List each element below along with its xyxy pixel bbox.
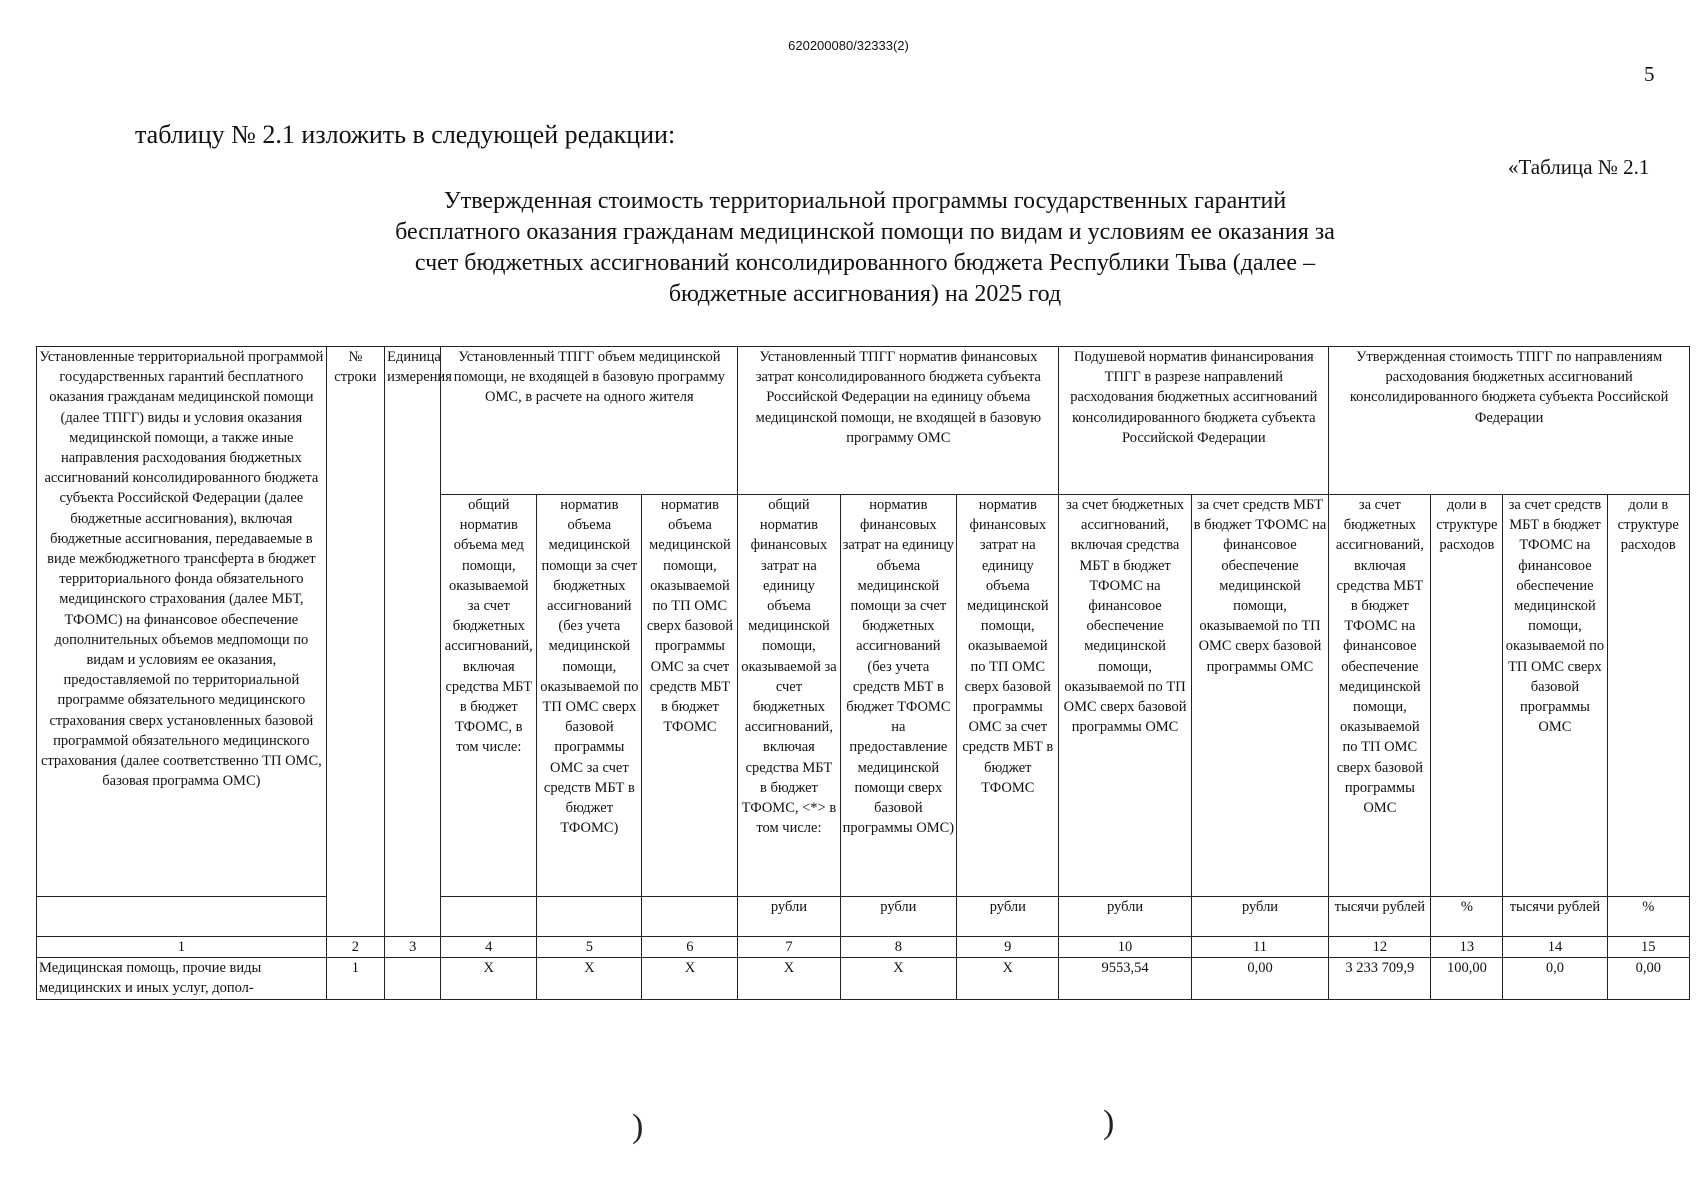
colnum-6: 6 — [642, 937, 738, 958]
row1-c5: Х — [537, 958, 642, 999]
unit-c4 — [441, 897, 537, 937]
header-c12: за счет бюджетных ассигнований, включая средства МБТ в бюджет ТФОМС на финансовое обеспечение медицинской помощи, оказываемой по ТП ОМС сверх базовой программы ОМС — [1329, 495, 1431, 897]
unit-c10: рубли — [1059, 897, 1191, 937]
colnum-9: 9 — [957, 937, 1059, 958]
units-row — [37, 897, 1690, 937]
unit-c5 — [537, 897, 642, 937]
header-c7: общий норматив финансовых затрат на единицу объема медицинской помощи, оказываемой за счет бюджетных ассигнований, включая средства МБТ в бюджет ТФОМС, <*> в том числе: — [738, 495, 840, 897]
row1-c12: 3 233 709,9 — [1329, 958, 1431, 999]
unit-c13: % — [1431, 897, 1503, 937]
row1-c13: 100,00 — [1431, 958, 1503, 999]
scan-mark-right: ) — [1103, 1104, 1115, 1141]
header-c8: норматив финансовых затрат на единицу объема медицинской помощи за счет бюджетных ассигнований (без учета средств МБТ в бюджет ТФОМС на предоставление медицинской помощи сверх базовой программы ОМС) — [840, 495, 957, 897]
row1-c14: 0,0 — [1503, 958, 1607, 999]
row1-c4: Х — [441, 958, 537, 999]
table-row — [37, 958, 1690, 999]
colnum-8: 8 — [840, 937, 957, 958]
document-id: 620200080/32333(2) — [788, 38, 909, 53]
header-c11: за счет средств МБТ в бюджет ТФОМС на финансовое обеспечение медицинской помощи, оказываемой по ТП ОМС сверх базовой программы ОМС — [1191, 495, 1329, 897]
unit-c14: тысячи рублей — [1503, 897, 1607, 937]
row1-c11: 0,00 — [1191, 958, 1329, 999]
colnum-13: 13 — [1431, 937, 1503, 958]
colnum-4: 4 — [441, 937, 537, 958]
intro-text: таблицу № 2.1 изложить в следующей редакции: — [135, 120, 676, 149]
row1-c15: 0,00 — [1607, 958, 1689, 999]
col1-header: Установленные территориальной программой государственных гарантий бесплатного оказания гражданам медицинской помощи (далее ТПГГ) виды и условия оказания медицинской помощи, а также иные направления расходования бюджетных ассигнований консолидированного бюджета субъекта Российской Федерации (далее бюджетные ассигнования), включая бюджетные ассигнования, передаваемые в виде межбюджетного трансферта в бюджет территориального фонда обязательного медицинского страхования (далее МБТ, ТФОМС) на финансовое обеспечение дополнительных объемов медпомощи по видам и условиям ее оказания, предоставляемой по территориальной программе обязательного медицинского страхования сверх установленных базовой программой обязательного медицинского страхования (далее соответственно ТП ОМС, базовая программа ОМС) — [37, 347, 327, 897]
group-header-volume: Установленный ТПГГ объем медицинской помощи, не входящей в базовую программу ОМС, в расчете на одного жителя — [441, 347, 738, 495]
colnum-15: 15 — [1607, 937, 1689, 958]
group-header-row — [37, 347, 1690, 495]
row1-c9: Х — [957, 958, 1059, 999]
col2-header: № строки — [326, 347, 384, 937]
unit-c9: рубли — [957, 897, 1059, 937]
colnum-11: 11 — [1191, 937, 1329, 958]
header-c6: норматив объема медицинской помощи, оказываемой по ТП ОМС сверх базовой программы ОМС за счет средств МБТ в бюджет ТФОМС — [642, 495, 738, 897]
unit-c6 — [642, 897, 738, 937]
colnum-7: 7 — [738, 937, 840, 958]
unit-c15: % — [1607, 897, 1689, 937]
colnum-1: 1 — [37, 937, 327, 958]
unit-c8: рубли — [840, 897, 957, 937]
table-label: «Таблица № 2.1 — [1508, 155, 1650, 179]
row1-c10: 9553,54 — [1059, 958, 1191, 999]
colnum-5: 5 — [537, 937, 642, 958]
header-c10: за счет бюджетных ассигнований, включая средства МБТ в бюджет ТФОМС на финансовое обеспечение медицинской помощи, оказываемой по ТП ОМС сверх базовой программы ОМС — [1059, 495, 1191, 897]
colnum-2: 2 — [326, 937, 384, 958]
colnum-12: 12 — [1329, 937, 1431, 958]
scan-mark-left: ) — [632, 1108, 644, 1145]
row1-c6: Х — [642, 958, 738, 999]
header-c14: за счет средств МБТ в бюджет ТФОМС на финансовое обеспечение медицинской помощи, оказываемой по ТП ОМС сверх базовой программы ОМС — [1503, 495, 1607, 897]
row1-c7: Х — [738, 958, 840, 999]
header-c5: норматив объема медицинской помощи за счет бюджетных ассигнований (без учета медицинской помощи, оказываемой по ТП ОМС сверх базовой программы ОМС за счет средств МБТ в бюджет ТФОМС) — [537, 495, 642, 897]
column-numbers-row — [37, 937, 1690, 958]
row1-name: Медицинская помощь, прочие виды медицинских и иных услуг, допол- — [37, 958, 327, 999]
colnum-14: 14 — [1503, 937, 1607, 958]
unit-c1 — [37, 897, 327, 937]
group-header-per-capita: Подушевой норматив финансирования ТПГГ в разрезе направлений расходования бюджетных ассигнований консолидированного бюджета субъекта Российской Федерации — [1059, 347, 1329, 495]
group-header-approved-cost: Утвержденная стоимость ТПГГ по направлениям расходования бюджетных ассигнований консолидированного бюджета субъекта Российской Федерации — [1329, 347, 1690, 495]
header-c13: доли в структуре расходов — [1431, 495, 1503, 897]
unit-c12: тысячи рублей — [1329, 897, 1431, 937]
table-title: Утвержденная стоимость территориальной программы государственных гарантий бесплатного оказания гражданам медицинской помощи по видам и условиям ее оказания за счет бюджетных ассигнований консолидированного бюджета Республики Тыва (далее – бюджетные ассигнования) на 2025 год — [395, 188, 1335, 307]
colnum-3: 3 — [385, 937, 441, 958]
col3-header: Единица измерения — [385, 347, 441, 937]
row1-c8: Х — [840, 958, 957, 999]
group-header-norm-cost: Установленный ТПГГ норматив финансовых затрат консолидированного бюджета субъекта Российской Федерации на единицу объема медицинской помощи, не входящей в базовую программу ОМС — [738, 347, 1059, 495]
unit-c11: рубли — [1191, 897, 1329, 937]
cost-table — [36, 346, 1690, 1000]
row1-unit — [385, 958, 441, 999]
colnum-10: 10 — [1059, 937, 1191, 958]
page-number: 5 — [1644, 62, 1655, 86]
header-c9: норматив финансовых затрат на единицу объема медицинской помощи, оказываемой по ТП ОМС сверх базовой программы ОМС за счет средств МБТ в бюджет ТФОМС — [957, 495, 1059, 897]
unit-c7: рубли — [738, 897, 840, 937]
header-c15: доли в структуре расходов — [1607, 495, 1689, 897]
header-c4: общий норматив объема мед помощи, оказываемой за счет бюджетных ассигнований, включая средства МБТ в бюджет ТФОМС, в том числе: — [441, 495, 537, 897]
row1-line: 1 — [326, 958, 384, 999]
